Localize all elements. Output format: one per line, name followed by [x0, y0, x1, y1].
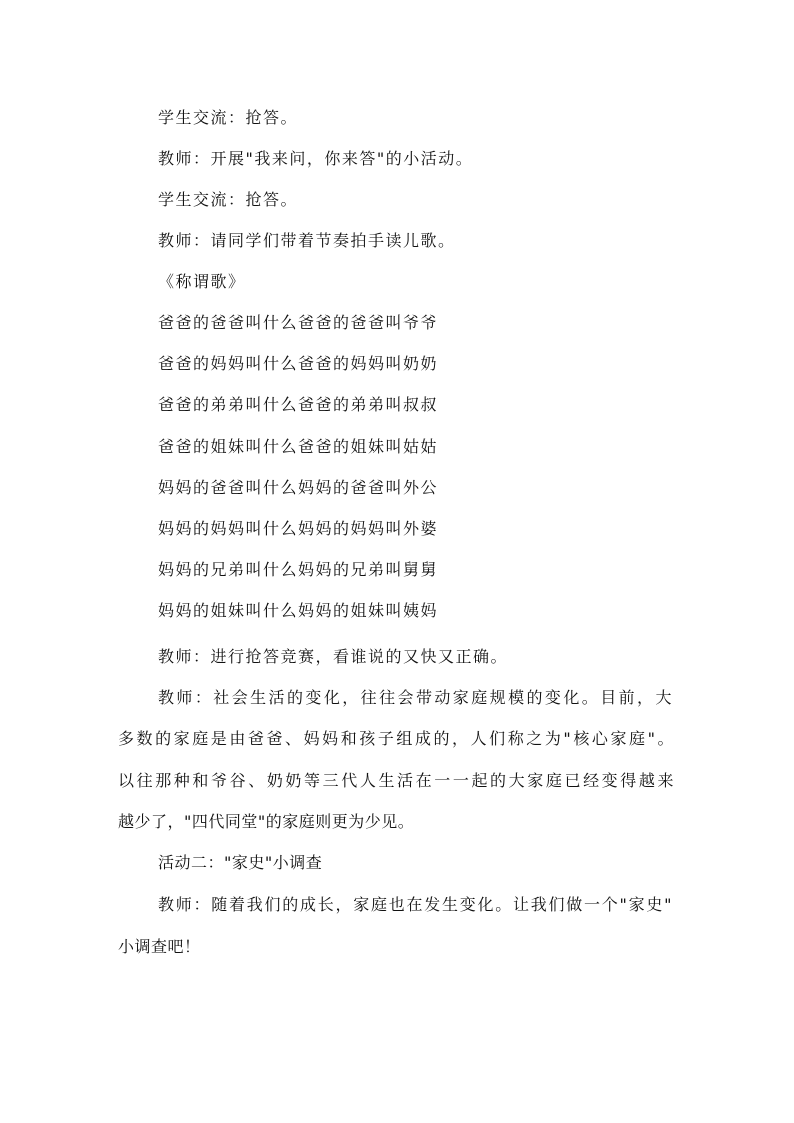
paragraph-society-line-3: 以往那种和爷谷、奶奶等三代人生活在一一起的大家庭已经变得越来 [118, 771, 674, 790]
paragraph-teacher-competition: 教师：进行抢答竞赛，看谁说的又快又正确。 [158, 647, 509, 666]
song-line: 妈妈的爸爸叫什么妈妈的爸爸叫外公 [158, 478, 439, 497]
paragraph-family-history-line-2: 小调查吧！ [118, 937, 201, 956]
song-line: 爸爸的姐妹叫什么爸爸的姐妹叫姑姑 [158, 437, 439, 456]
paragraph-student-answer-2: 学生交流：抢答。 [158, 190, 299, 209]
activity-two-heading: 活动二："家史"小调查 [158, 853, 323, 872]
paragraph-society-line-4: 越少了，"四代同堂"的家庭则更为少见。 [118, 812, 415, 831]
song-line: 妈妈的妈妈叫什么妈妈的妈妈叫外婆 [158, 519, 439, 538]
paragraph-society-line-2: 多数的家庭是由爸爸、妈妈和孩子组成的，人们称之为"核心家庭"。 [118, 729, 674, 748]
song-line: 爸爸的弟弟叫什么爸爸的弟弟叫叔叔 [158, 395, 439, 414]
song-title: 《称谓歌》 [158, 272, 246, 291]
paragraph-teacher-rhythm: 教师：请同学们带着节奏拍手读儿歌。 [158, 231, 456, 250]
song-line: 爸爸的爸爸叫什么爸爸的爸爸叫爷爷 [158, 313, 439, 332]
paragraph-family-history-line-1: 教师：随着我们的成长，家庭也在发生变化。让我们做一个"家史" [158, 895, 672, 914]
paragraph-society-line-1: 教师：社会生活的变化，往往会带动家庭规模的变化。目前，大 [158, 688, 672, 707]
song-line: 爸爸的妈妈叫什么爸爸的妈妈叫奶奶 [158, 354, 439, 373]
paragraph-teacher-activity: 教师：开展"我来问，你来答"的小活动。 [158, 149, 474, 168]
song-line: 妈妈的兄弟叫什么妈妈的兄弟叫舅舅 [158, 560, 439, 579]
paragraph-student-answer-1: 学生交流：抢答。 [158, 108, 299, 127]
song-line: 妈妈的姐妹叫什么妈妈的姐妹叫姨妈 [158, 601, 439, 620]
